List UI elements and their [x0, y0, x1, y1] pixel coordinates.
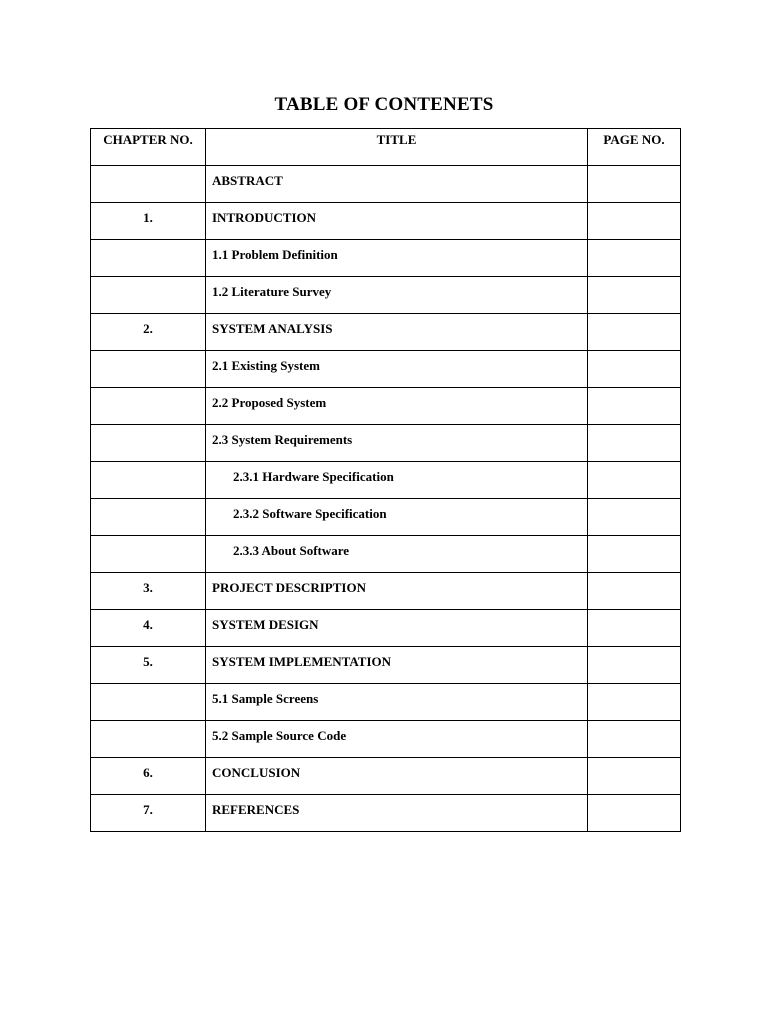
document-title: TABLE OF CONTENETS: [274, 94, 494, 115]
title-cell: 2.3.1 Hardware Specification: [206, 462, 588, 499]
column-header-page: PAGE NO.: [588, 129, 681, 166]
chapter-number-cell: 7.: [91, 795, 206, 832]
table-body: [91, 166, 681, 832]
table-row: [91, 277, 681, 314]
page-number-cell: [588, 240, 681, 277]
table-row: [91, 425, 681, 462]
page-number-cell: [588, 795, 681, 832]
page-number-cell: [588, 536, 681, 573]
title-cell: 1.1 Problem Definition: [206, 240, 588, 277]
table-row: [91, 240, 681, 277]
title-cell: 2.3.3 About Software: [206, 536, 588, 573]
page-number-cell: [588, 499, 681, 536]
title-cell: 2.1 Existing System: [206, 351, 588, 388]
page-number-cell: [588, 684, 681, 721]
chapter-number-cell: 4.: [91, 610, 206, 647]
page-number-cell: [588, 351, 681, 388]
chapter-number-cell: 1.: [91, 203, 206, 240]
chapter-number-cell: [91, 425, 206, 462]
page-number-cell: [588, 277, 681, 314]
chapter-number-cell: [91, 240, 206, 277]
title-cell: PROJECT DESCRIPTION: [206, 573, 588, 610]
title-cell: INTRODUCTION: [206, 203, 588, 240]
table-row: [91, 647, 681, 684]
chapter-number-cell: 3.: [91, 573, 206, 610]
title-cell: 5.2 Sample Source Code: [206, 721, 588, 758]
page-number-cell: [588, 647, 681, 684]
chapter-number-cell: 6.: [91, 758, 206, 795]
chapter-number-cell: [91, 277, 206, 314]
title-cell: 2.2 Proposed System: [206, 388, 588, 425]
page-number-cell: [588, 721, 681, 758]
table-row: [91, 166, 681, 203]
page-number-cell: [588, 758, 681, 795]
table-row: [91, 388, 681, 425]
page-number-cell: [588, 203, 681, 240]
chapter-number-cell: [91, 351, 206, 388]
chapter-number-cell: 2.: [91, 314, 206, 351]
table-row: [91, 684, 681, 721]
page-number-cell: [588, 314, 681, 351]
chapter-number-cell: [91, 499, 206, 536]
table-row: [91, 795, 681, 832]
chapter-number-cell: [91, 166, 206, 203]
table-row: [91, 203, 681, 240]
table-row: [91, 314, 681, 351]
page-number-cell: [588, 462, 681, 499]
title-cell: 5.1 Sample Screens: [206, 684, 588, 721]
table-row: [91, 573, 681, 610]
chapter-number-cell: 5.: [91, 647, 206, 684]
table-of-contents: [90, 128, 681, 832]
chapter-number-cell: [91, 536, 206, 573]
title-cell: SYSTEM ANALYSIS: [206, 314, 588, 351]
table-header-row: [91, 129, 681, 166]
table-row: [91, 721, 681, 758]
title-cell: CONCLUSION: [206, 758, 588, 795]
title-cell: ABSTRACT: [206, 166, 588, 203]
chapter-number-cell: [91, 721, 206, 758]
chapter-number-cell: [91, 684, 206, 721]
column-header-title: TITLE: [206, 129, 588, 166]
title-cell: 2.3.2 Software Specification: [206, 499, 588, 536]
column-header-chapter: CHAPTER NO.: [91, 129, 206, 166]
title-cell: REFERENCES: [206, 795, 588, 832]
title-cell: 1.2 Literature Survey: [206, 277, 588, 314]
title-cell: SYSTEM IMPLEMENTATION: [206, 647, 588, 684]
table-row: [91, 351, 681, 388]
chapter-number-cell: [91, 462, 206, 499]
page-number-cell: [588, 166, 681, 203]
page-number-cell: [588, 610, 681, 647]
table-row: [91, 610, 681, 647]
title-cell: 2.3 System Requirements: [206, 425, 588, 462]
table-row: [91, 536, 681, 573]
title-cell: SYSTEM DESIGN: [206, 610, 588, 647]
table-row: [91, 499, 681, 536]
page-number-cell: [588, 425, 681, 462]
chapter-number-cell: [91, 388, 206, 425]
table-row: [91, 462, 681, 499]
page-number-cell: [588, 388, 681, 425]
page-number-cell: [588, 573, 681, 610]
table-row: [91, 758, 681, 795]
